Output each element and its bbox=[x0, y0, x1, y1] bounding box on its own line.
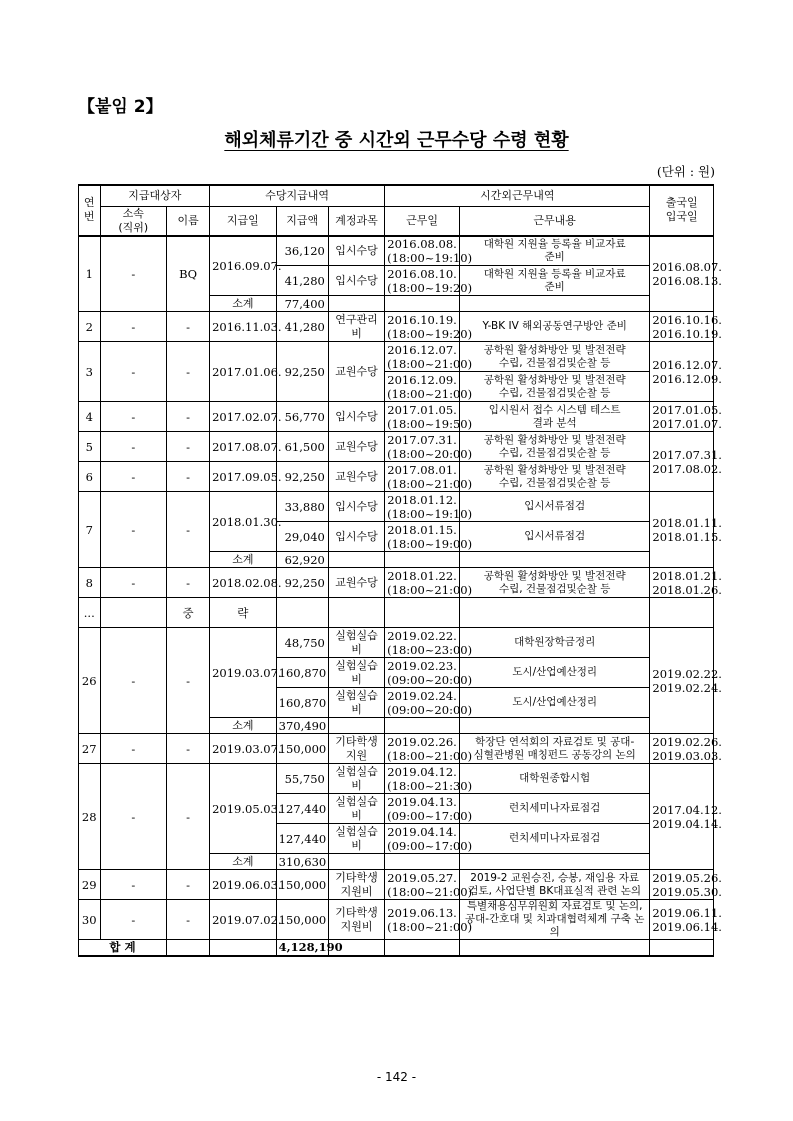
empty-cell bbox=[328, 598, 384, 628]
cell-pay-date: 2019.03.07. bbox=[210, 734, 277, 764]
cell-travel: 2017.01.05. 2017.01.07. bbox=[650, 402, 714, 432]
cell-content: 공학원 활성화방안 및 발전전략 수립, 건물점검및순찰 등 bbox=[459, 432, 650, 462]
header-affiliation: 소속 (직위) bbox=[100, 206, 167, 236]
cell-pay-date: 2018.01.30. bbox=[210, 492, 277, 552]
empty-cell bbox=[276, 598, 328, 628]
cell-amount: 150,000 bbox=[276, 870, 328, 900]
cell-affiliation: - bbox=[100, 734, 167, 764]
empty-cell bbox=[385, 598, 460, 628]
cell-pay-date: 2016.09.07. bbox=[210, 236, 277, 296]
header-name: 이름 bbox=[167, 206, 210, 236]
empty-cell bbox=[385, 718, 460, 734]
empty-cell bbox=[459, 854, 650, 870]
cell-pay-date: 2019.07.02. bbox=[210, 900, 277, 940]
cell-affiliation: - bbox=[100, 870, 167, 900]
cell-amount: 56,770 bbox=[276, 402, 328, 432]
cell-work-date: 2019.02.24. (09:00~20:00) bbox=[385, 688, 460, 718]
cell-no: 7 bbox=[79, 492, 101, 568]
cell-no: 1 bbox=[79, 236, 101, 312]
cell-affiliation: - bbox=[100, 432, 167, 462]
cell-travel: 2018.01.11. 2018.01.15. bbox=[650, 492, 714, 568]
cell-pay-date: 2018.02.08. bbox=[210, 568, 277, 598]
cell-no: 8 bbox=[79, 568, 101, 598]
cell-amount: 92,250 bbox=[276, 462, 328, 492]
cell-content: 공학원 활성화방안 및 발전전략 수립, 건물점검및순찰 등 bbox=[459, 372, 650, 402]
cell-work-date: 2017.07.31. (18:00~20:00) bbox=[385, 432, 460, 462]
cell-name: - bbox=[167, 462, 210, 492]
cell-no: 2 bbox=[79, 312, 101, 342]
cell-name: - bbox=[167, 900, 210, 940]
cell-account: 실험실습비 bbox=[328, 628, 384, 658]
cell-content: 도시/산업예산정리 bbox=[459, 688, 650, 718]
header-pay-date: 지급일 bbox=[210, 206, 277, 236]
cell-work-date: 2016.10.19. (18:00~19:20) bbox=[385, 312, 460, 342]
cell-content: 입시서류점검 bbox=[459, 492, 650, 522]
cell-affiliation: - bbox=[100, 462, 167, 492]
cell-work-date: 2019.02.22. (18:00~23:00) bbox=[385, 628, 460, 658]
empty-cell bbox=[385, 940, 460, 956]
empty-cell bbox=[167, 940, 210, 956]
cell-no: 29 bbox=[79, 870, 101, 900]
cell-work-date: 2016.12.09. (18:00~21:00) bbox=[385, 372, 460, 402]
cell-account: 입시수당 bbox=[328, 402, 384, 432]
header-work-date: 근무일 bbox=[385, 206, 460, 236]
cell-content: 대학원장학금정리 bbox=[459, 628, 650, 658]
empty-cell bbox=[385, 552, 460, 568]
cell-content: 학장단 연석회의 자료검토 및 공대- 심혈관병원 매칭펀드 공동강의 논의 bbox=[459, 734, 650, 764]
cell-content: 입시서류점검 bbox=[459, 522, 650, 552]
cell-travel: 2017.07.31. 2017.08.02. bbox=[650, 432, 714, 492]
cell-travel: 2017.04.12. 2019.04.14. bbox=[650, 764, 714, 870]
cell-content: 공학원 활성화방안 및 발전전략 수립, 건물점검및순찰 등 bbox=[459, 342, 650, 372]
cell-amount: 55,750 bbox=[276, 764, 328, 794]
cell-affiliation: - bbox=[100, 900, 167, 940]
page-number: - 142 - bbox=[376, 1070, 417, 1084]
cell-amount: 41,280 bbox=[276, 266, 328, 296]
cell-account: 교원수당 bbox=[328, 568, 384, 598]
cell-account: 실험실습비 bbox=[328, 824, 384, 854]
cell-account: 입시수당 bbox=[328, 522, 384, 552]
cell-name: - bbox=[167, 734, 210, 764]
cell-account: 실험실습비 bbox=[328, 688, 384, 718]
cell-content: 2019-2 교원승진, 승봉, 재임용 자료 검토, 사업단별 BK대표실적 관련 논의 bbox=[459, 870, 650, 900]
cell-name: - bbox=[167, 492, 210, 568]
empty-cell bbox=[459, 552, 650, 568]
cell-travel: 2019.06.11. 2019.06.14. bbox=[650, 900, 714, 940]
allowance-table bbox=[78, 184, 722, 957]
cell-account: 입시수당 bbox=[328, 266, 384, 296]
cell-amount: 92,250 bbox=[276, 568, 328, 598]
cell-content: 대학원 지원율 등록율 비교자료 준비 bbox=[459, 236, 650, 266]
subtotal-amount: 62,920 bbox=[276, 552, 328, 568]
subtotal-amount: 310,630 bbox=[276, 854, 328, 870]
cell-account: 연구관리비 bbox=[328, 312, 384, 342]
cell-account: 실험실습비 bbox=[328, 658, 384, 688]
cell-account: 교원수당 bbox=[328, 462, 384, 492]
omitted-mid: 중 bbox=[167, 598, 210, 628]
subtotal-amount: 370,490 bbox=[276, 718, 328, 734]
header-payment: 수당지급내역 bbox=[210, 185, 385, 206]
cell-no: 28 bbox=[79, 764, 101, 870]
cell-work-date: 2019.05.27. (18:00~21:00) bbox=[385, 870, 460, 900]
cell-travel: 2016.12.07. 2016.12.09. bbox=[650, 342, 714, 402]
cell-content: 도시/산업예산정리 bbox=[459, 658, 650, 688]
empty-cell bbox=[459, 598, 650, 628]
header-account: 계정과목 bbox=[328, 206, 384, 236]
cell-account: 입시수당 bbox=[328, 492, 384, 522]
cell-work-date: 2016.08.10. (18:00~19:20) bbox=[385, 266, 460, 296]
cell-name: - bbox=[167, 568, 210, 598]
cell-pay-date: 2017.02.07. bbox=[210, 402, 277, 432]
cell-no: 27 bbox=[79, 734, 101, 764]
cell-affiliation: - bbox=[100, 312, 167, 342]
cell-pay-date: 2017.09.05. bbox=[210, 462, 277, 492]
cell-travel: 2019.02.22. 2019.02.24. bbox=[650, 628, 714, 734]
cell-name: - bbox=[167, 764, 210, 870]
cell-account: 입시수당 bbox=[328, 236, 384, 266]
cell-pay-date: 2017.08.07. bbox=[210, 432, 277, 462]
cell-name: - bbox=[167, 432, 210, 462]
cell-no: 3 bbox=[79, 342, 101, 402]
cell-amount: 127,440 bbox=[276, 824, 328, 854]
document-title bbox=[0, 126, 793, 152]
header-overtime: 시간외근무내역 bbox=[385, 185, 650, 206]
empty-cell bbox=[459, 296, 650, 312]
cell-content: 대학원 지원율 등록율 비교자료 준비 bbox=[459, 266, 650, 296]
cell-amount: 61,500 bbox=[276, 432, 328, 462]
cell-amount: 33,880 bbox=[276, 492, 328, 522]
empty-cell bbox=[385, 854, 460, 870]
omitted-no: ... bbox=[79, 598, 101, 628]
subtotal-amount: 77,400 bbox=[276, 296, 328, 312]
cell-travel: 2018.01.21. 2018.01.26. bbox=[650, 568, 714, 598]
cell-pay-date: 2017.01.06. bbox=[210, 342, 277, 402]
cell-pay-date: 2019.05.03. bbox=[210, 764, 277, 854]
cell-amount: 41,280 bbox=[276, 312, 328, 342]
cell-work-date: 2016.08.08. (18:00~19:10) bbox=[385, 236, 460, 266]
unit-label: (단위 : 원) bbox=[656, 164, 715, 179]
cell-content: 런치세미나자료점검 bbox=[459, 824, 650, 854]
cell-account: 기타학생 지원 bbox=[328, 734, 384, 764]
empty-cell bbox=[328, 718, 384, 734]
empty-cell bbox=[459, 718, 650, 734]
cell-travel: 2016.10.16. 2016.10.19. bbox=[650, 312, 714, 342]
header-content: 근무내용 bbox=[459, 206, 650, 236]
cell-travel: 2016.08.07. 2016.08.13. bbox=[650, 236, 714, 312]
cell-amount: 29,040 bbox=[276, 522, 328, 552]
cell-work-date: 2017.08.01. (18:00~21:00) bbox=[385, 462, 460, 492]
cell-name: - bbox=[167, 870, 210, 900]
cell-amount: 160,870 bbox=[276, 658, 328, 688]
cell-content: 공학원 활성화방안 및 발전전략 수립, 건물점검및순찰 등 bbox=[459, 462, 650, 492]
cell-work-date: 2019.02.23. (09:00~20:00) bbox=[385, 658, 460, 688]
cell-work-date: 2018.01.15. (18:00~19:00) bbox=[385, 522, 460, 552]
empty-cell bbox=[100, 598, 167, 628]
cell-account: 기타학생 지원비 bbox=[328, 900, 384, 940]
cell-amount: 150,000 bbox=[276, 734, 328, 764]
cell-no: 4 bbox=[79, 402, 101, 432]
cell-work-date: 2018.01.22. (18:00~21:00) bbox=[385, 568, 460, 598]
cell-no: 5 bbox=[79, 432, 101, 462]
total-amount: 4,128,190 bbox=[276, 940, 328, 956]
cell-pay-date: 2016.11.03. bbox=[210, 312, 277, 342]
cell-account: 기타학생 지원비 bbox=[328, 870, 384, 900]
header-target: 지급대상자 bbox=[100, 185, 210, 206]
cell-content: 특별채용심무위원회 자료검토 및 논의, 공대-간호대 및 치과대협력체계 구축 논의 bbox=[459, 900, 650, 940]
cell-name: - bbox=[167, 402, 210, 432]
cell-work-date: 2016.12.07. (18:00~21:00) bbox=[385, 342, 460, 372]
cell-no: 30 bbox=[79, 900, 101, 940]
subtotal-label: 소계 bbox=[210, 718, 277, 734]
header-amount: 지급액 bbox=[276, 206, 328, 236]
cell-account: 교원수당 bbox=[328, 432, 384, 462]
cell-work-date: 2019.06.13. (18:00~21:00) bbox=[385, 900, 460, 940]
cell-amount: 127,440 bbox=[276, 794, 328, 824]
cell-account: 교원수당 bbox=[328, 342, 384, 402]
empty-cell bbox=[328, 552, 384, 568]
cell-name: - bbox=[167, 312, 210, 342]
cell-affiliation: - bbox=[100, 236, 167, 312]
cell-content: Y-BK IV 해외공동연구방안 준비 bbox=[459, 312, 650, 342]
cell-content: 대학원종합시험 bbox=[459, 764, 650, 794]
cell-affiliation: - bbox=[100, 568, 167, 598]
cell-amount: 160,870 bbox=[276, 688, 328, 718]
cell-content: 입시원서 접수 시스템 테스트 결과 분석 bbox=[459, 402, 650, 432]
total-label: 합 계 bbox=[79, 940, 167, 956]
cell-amount: 36,120 bbox=[276, 236, 328, 266]
cell-work-date: 2018.01.12. (18:00~19:10) bbox=[385, 492, 460, 522]
empty-cell bbox=[459, 940, 650, 956]
cell-no: 26 bbox=[79, 628, 101, 734]
subtotal-label: 소계 bbox=[210, 854, 277, 870]
cell-affiliation: - bbox=[100, 342, 167, 402]
cell-work-date: 2019.02.26. (18:00~21:00) bbox=[385, 734, 460, 764]
cell-travel: 2019.05.26. 2019.05.30. bbox=[650, 870, 714, 900]
subtotal-label: 소계 bbox=[210, 296, 277, 312]
cell-name: BQ bbox=[167, 236, 210, 312]
subtotal-label: 소계 bbox=[210, 552, 277, 568]
empty-cell bbox=[650, 598, 714, 628]
cell-account: 실험실습비 bbox=[328, 794, 384, 824]
cell-amount: 92,250 bbox=[276, 342, 328, 402]
omitted-end: 략 bbox=[210, 598, 277, 628]
cell-name: - bbox=[167, 628, 210, 734]
empty-cell bbox=[210, 940, 277, 956]
cell-work-date: 2019.04.13. (09:00~17:00) bbox=[385, 794, 460, 824]
cell-work-date: 2017.01.05. (18:00~19:50) bbox=[385, 402, 460, 432]
cell-no: 6 bbox=[79, 462, 101, 492]
empty-cell bbox=[328, 296, 384, 312]
header-no: 연번 bbox=[79, 185, 101, 236]
cell-affiliation: - bbox=[100, 764, 167, 870]
cell-pay-date: 2019.03.07. bbox=[210, 628, 277, 718]
cell-work-date: 2019.04.14. (09:00~17:00) bbox=[385, 824, 460, 854]
cell-amount: 48,750 bbox=[276, 628, 328, 658]
empty-cell bbox=[650, 940, 714, 956]
cell-pay-date: 2019.06.03. bbox=[210, 870, 277, 900]
cell-travel: 2019.02.26. 2019.03.03. bbox=[650, 734, 714, 764]
cell-account: 실험실습비 bbox=[328, 764, 384, 794]
empty-cell bbox=[385, 296, 460, 312]
appendix-label: 【붙임 2】 bbox=[78, 97, 163, 117]
cell-content: 공학원 활성화방안 및 발전전략 수립, 건물점검및순찰 등 bbox=[459, 568, 650, 598]
empty-cell bbox=[328, 854, 384, 870]
cell-amount: 150,000 bbox=[276, 900, 328, 940]
cell-work-date: 2019.04.12. (18:00~21:30) bbox=[385, 764, 460, 794]
header-travel: 출국일 입국일 bbox=[650, 185, 714, 236]
title-text: 해외체류기간 중 시간외 근무수당 수령 현황 bbox=[224, 130, 569, 151]
cell-name: - bbox=[167, 342, 210, 402]
cell-affiliation: - bbox=[100, 402, 167, 432]
cell-affiliation: - bbox=[100, 492, 167, 568]
cell-affiliation: - bbox=[100, 628, 167, 734]
cell-content: 런치세미나자료점검 bbox=[459, 794, 650, 824]
